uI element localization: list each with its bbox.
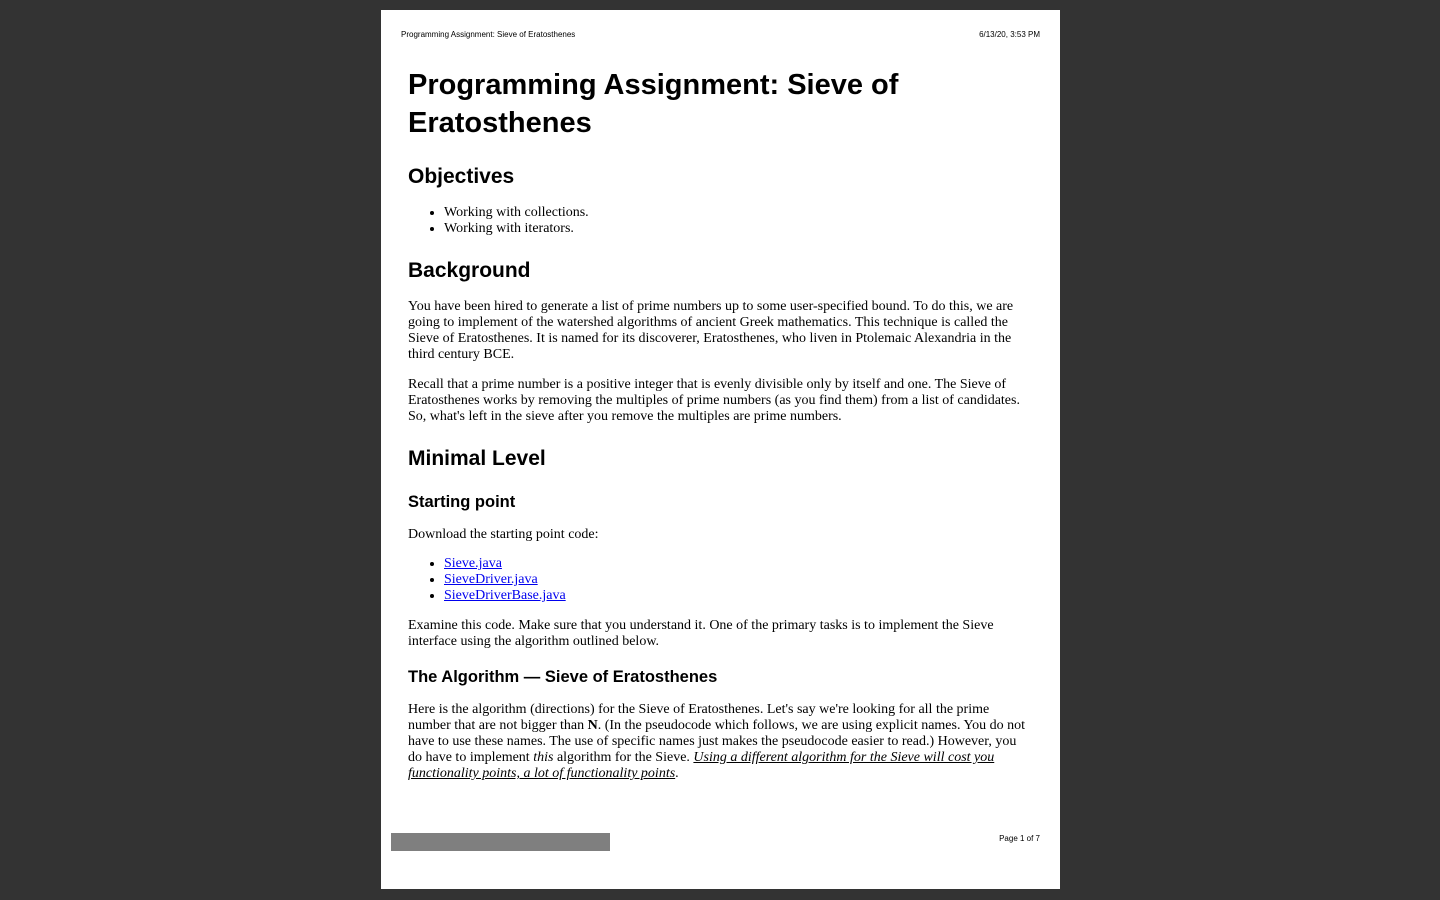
minimal-level-heading: Minimal Level [408,447,546,470]
list-item [444,572,1033,588]
file-link-sieve-driver-base[interactable]: SieveDriverBase.java [444,588,566,603]
starting-point-heading: Starting point [408,493,516,511]
doc-title: Programming Assignment: Sieve of Eratosthenes [408,69,899,139]
background-heading: Background [408,259,531,282]
background-paragraph-2: Recall that a prime number is a positive integer that is evenly divisible only by itself and one. The Sieve of Eratosthenes works by removing the multiples of prime numbers (as you find them) from a list of candidates. So, what's left in the sieve after you remove the multiples are prime numbers. [408,377,1020,424]
file-link-sieve[interactable]: Sieve.java [444,556,502,571]
list-item: • Working with iterators. [444,221,1033,237]
examine-text: Examine this code. Make sure that you understand it. One of the primary tasks is to implement the Sieve interface using the algorithm outlined below. [408,618,994,649]
list-item [444,556,1033,572]
algorithm-heading: The Algorithm — Sieve of Eratosthenes [408,668,718,686]
download-text: Download the starting point code: [408,527,599,542]
list-item [444,588,1033,604]
list-item: • Working with collections. [444,205,1033,221]
print-header-datetime: 6/13/20, 3:53 PM [979,30,1040,39]
page-number: Page 1 of 7 [999,834,1040,843]
objectives-heading: Objectives [408,165,515,188]
file-link-sieve-driver[interactable]: SieveDriver.java [444,572,538,587]
print-header-title: Programming Assignment: Sieve of Eratosthenes [401,30,576,39]
document-page [381,10,1060,889]
algorithm-warning: Using a different algorithm for the Sieve will cost you functionality points, a lot of functionality points [408,750,995,781]
background-paragraph-1: You have been hired to generate a list of prime numbers up to some user-specified bound. To do this, we are going to implement of the watershed algorithms of ancient Greek mathematics. This technique is called the Sieve of Eratosthenes. It is named for its discoverer, Eratosthenes, who liven in Ptolemaic Alexandria in the third century BCE. [408,299,1014,362]
document-content [408,66,1033,782]
objectives-list [408,205,1033,237]
file-links-list [408,556,1033,604]
redacted-url-block [391,833,610,851]
algorithm-paragraph: Here is the algorithm (directions) for the Sieve of Eratosthenes. Let's say we're looking for all the prime number that are not bigger than N. (In the pseudocode which follows, we are using explicit names. You do not have to use these names. The use of specific names just makes the pseudocode easier to read.) However, you do have to implement this algorithm for the Sieve. Using a different algorithm for the Sieve will cost you functionality points, a lot of functionality points. [408,702,1026,781]
